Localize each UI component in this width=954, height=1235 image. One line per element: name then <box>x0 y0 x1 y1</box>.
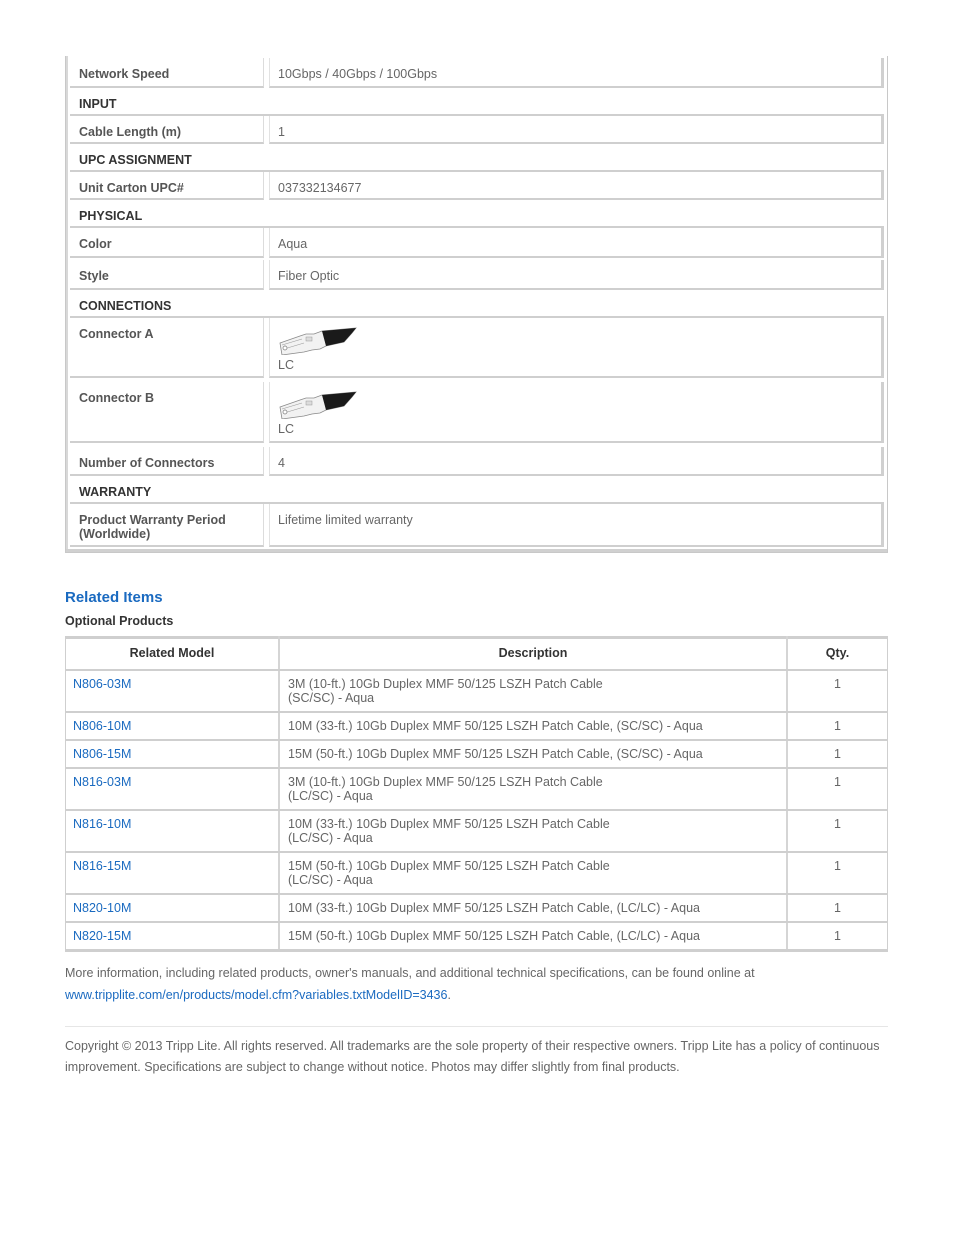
related-description: 15M (50-ft.) 10Gb Duplex MMF 50/125 LSZH Patch Cable, (LC/LC) - Aqua <box>288 929 700 943</box>
spec-table-left-edge <box>66 56 68 552</box>
related-items-heading: Related Items <box>65 589 163 606</box>
description-line: (SC/SC) - Aqua <box>288 691 375 705</box>
related-qty: 1 <box>834 859 841 873</box>
related-qty: 1 <box>834 677 841 691</box>
spec-value: 4 <box>269 447 884 476</box>
more-info-line <box>65 988 451 1002</box>
spec-table <box>65 56 888 553</box>
spec-value: 037332134677 <box>269 172 884 200</box>
section-header-label: PHYSICAL <box>79 209 143 223</box>
description-line: (LC/SC) - Aqua <box>288 873 373 887</box>
spec-table-bottom-edge <box>66 549 887 552</box>
section-header-physical <box>70 200 884 228</box>
related-qty: 1 <box>834 719 841 733</box>
spec-row-unit-carton-upc <box>70 172 884 200</box>
spec-row-warranty-period <box>70 504 884 547</box>
spec-row-style <box>70 260 884 290</box>
spec-row-connector-b <box>70 382 884 443</box>
related-qty: 1 <box>834 901 841 915</box>
related-qty: 1 <box>834 775 841 789</box>
related-model-link[interactable]: N806-10M <box>73 719 132 733</box>
spec-label: Network Speed <box>70 58 264 88</box>
spec-label: Number of Connectors <box>70 447 264 476</box>
lc-connector-icon <box>278 327 358 355</box>
spec-row-network-speed <box>70 58 884 88</box>
related-description: 10M (33-ft.) 10Gb Duplex MMF 50/125 LSZH Patch Cable, (LC/LC) - Aqua <box>288 901 700 915</box>
related-products-table <box>65 636 888 952</box>
section-header-connections <box>70 290 884 318</box>
section-header-warranty <box>70 476 884 504</box>
related-qty: 1 <box>834 929 841 943</box>
row-divider <box>66 949 887 951</box>
description-line: 3M (10-ft.) 10Gb Duplex MMF 50/125 LSZH Patch Cable <box>288 677 603 691</box>
copyright-text: Copyright © 2013 Tripp Lite. All rights reserved. All trademarks are the sole property of their respective owners. Tripp Lite has a policy of continuous improvement. Specifications are subject to change without notice. Photos may differ slightly from final products. <box>65 1039 880 1074</box>
spec-label: Connector A <box>70 318 264 378</box>
spec-value: Lifetime limited warranty <box>269 504 884 547</box>
spec-label: Cable Length (m) <box>70 116 264 144</box>
lc-connector-icon <box>278 391 358 419</box>
spec-value: 1 <box>269 116 884 144</box>
description-line: 10M (33-ft.) 10Gb Duplex MMF 50/125 LSZH Patch Cable <box>288 817 610 831</box>
spec-label: Unit Carton UPC# <box>70 172 264 200</box>
column-header-model: Related Model <box>129 646 215 660</box>
spec-row-number-of-connectors <box>70 447 884 476</box>
related-qty: 1 <box>834 817 841 831</box>
spec-value: 10Gbps / 40Gbps / 100Gbps <box>269 58 884 88</box>
connector-type-label: LC <box>278 422 294 436</box>
spec-value <box>269 382 884 443</box>
footer-divider <box>65 1026 888 1027</box>
column-header-description: Description <box>498 646 568 660</box>
related-model-link[interactable]: N816-15M <box>73 859 132 873</box>
spec-label: Color <box>70 228 264 258</box>
spec-label <box>70 504 264 547</box>
spec-row-cable-length <box>70 116 884 144</box>
description-line: 15M (50-ft.) 10Gb Duplex MMF 50/125 LSZH Patch Cable <box>288 859 610 873</box>
optional-products-heading: Optional Products <box>65 614 174 628</box>
spec-label: Connector B <box>70 382 264 443</box>
related-description <box>280 811 786 851</box>
connector-type-label: LC <box>278 358 294 372</box>
section-header-upc <box>70 144 884 172</box>
related-qty: 1 <box>834 747 841 761</box>
spec-row-connector-a <box>70 318 884 378</box>
spec-label-line: (Worldwide) <box>79 527 151 541</box>
description-line: (LC/SC) - Aqua <box>288 789 373 803</box>
spec-label: Style <box>70 260 264 290</box>
related-description <box>280 853 786 893</box>
product-page-link[interactable]: www.tripplite.com/en/products/model.cfm?variables.txtModelID=3436 <box>65 988 448 1002</box>
section-header-label: CONNECTIONS <box>79 299 172 313</box>
section-header-input <box>70 88 884 116</box>
description-line: 3M (10-ft.) 10Gb Duplex MMF 50/125 LSZH Patch Cable <box>288 775 603 789</box>
related-model-link[interactable]: N820-15M <box>73 929 132 943</box>
section-header-label: UPC ASSIGNMENT <box>79 153 192 167</box>
related-model-link[interactable]: N816-10M <box>73 817 132 831</box>
description-line: (LC/SC) - Aqua <box>288 831 373 845</box>
link-suffix: . <box>447 988 451 1002</box>
spec-label-line: Product Warranty Period <box>79 513 226 527</box>
spec-value <box>269 318 884 378</box>
spec-value: Fiber Optic <box>269 260 884 290</box>
related-model-link[interactable]: N806-03M <box>73 677 132 691</box>
related-description: 15M (50-ft.) 10Gb Duplex MMF 50/125 LSZH Patch Cable, (SC/SC) - Aqua <box>288 747 703 761</box>
more-info-text: More information, including related products, owner's manuals, and additional technical specifications, can be found online at <box>65 966 755 980</box>
related-description: 10M (33-ft.) 10Gb Duplex MMF 50/125 LSZH Patch Cable, (SC/SC) - Aqua <box>288 719 703 733</box>
spec-row-color <box>70 228 884 258</box>
related-model-link[interactable]: N806-15M <box>73 747 132 761</box>
section-header-label: WARRANTY <box>79 485 152 499</box>
column-header-qty: Qty. <box>825 646 850 660</box>
related-model-link[interactable]: N820-10M <box>73 901 132 915</box>
related-description <box>280 769 786 809</box>
spec-value: Aqua <box>269 228 884 258</box>
related-description <box>280 671 786 711</box>
section-header-label: INPUT <box>79 97 117 111</box>
related-model-link[interactable]: N816-03M <box>73 775 132 789</box>
